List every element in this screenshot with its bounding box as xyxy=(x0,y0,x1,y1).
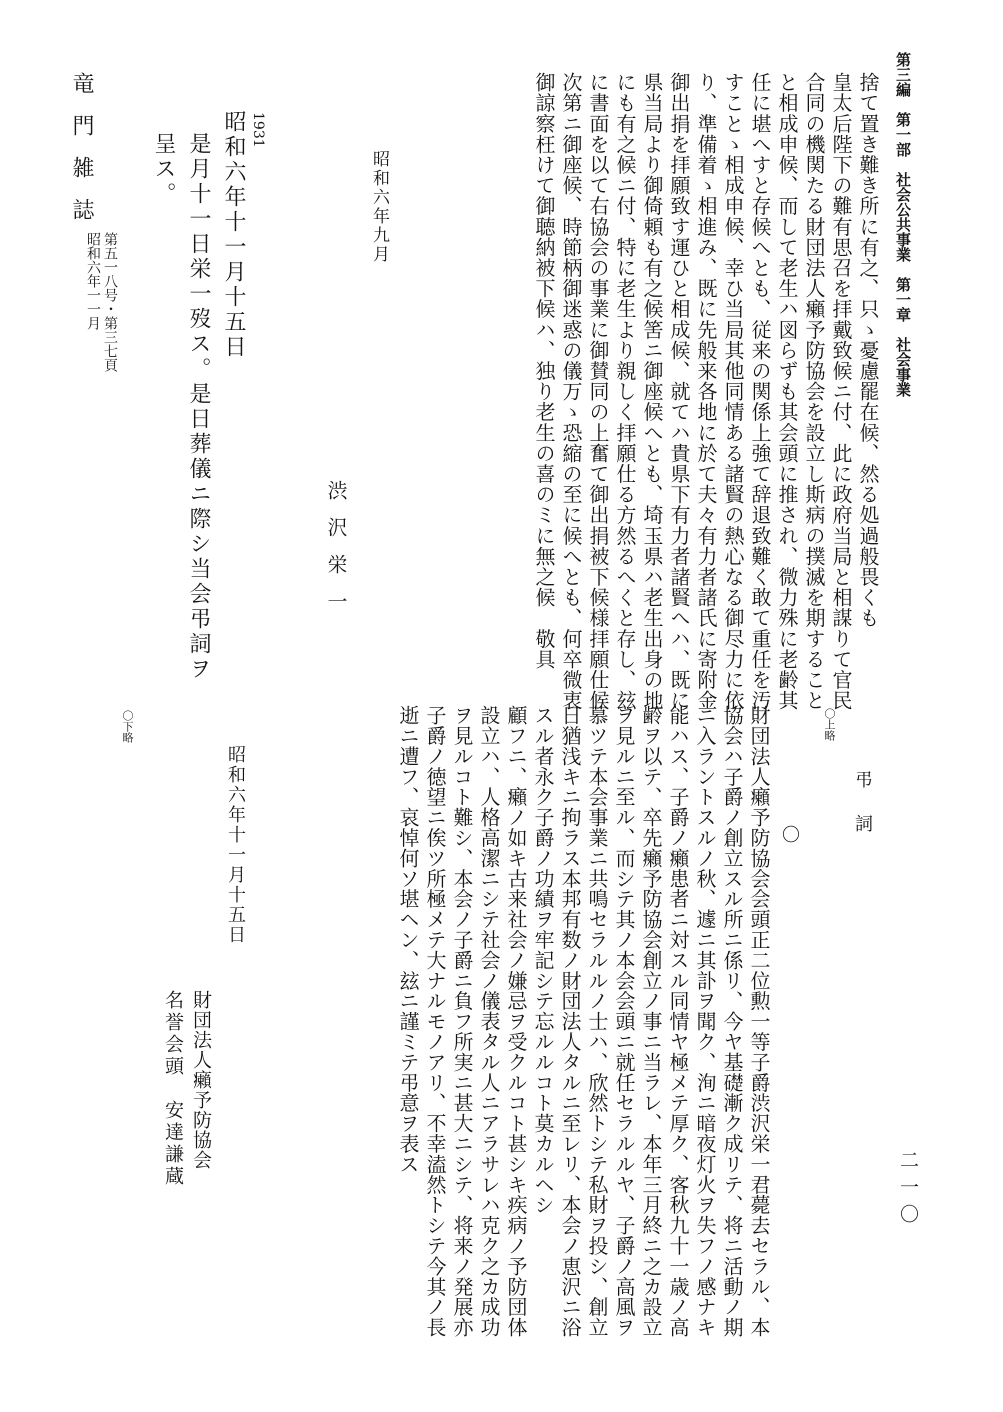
condolence-signature: 名誉会頭 安達謙蔵 xyxy=(162,990,184,1188)
letter-line: 御諒察枉けて御聴納被下候ハ、独り老生の喜のミに無之候 敬具 xyxy=(532,72,556,670)
letter-date: 昭和六年九月 xyxy=(369,150,389,264)
letter-signature: 渋沢栄一 xyxy=(324,480,348,628)
letter-line: 皇太后陛下の難有思召を拝戴致候ニ付、此に政府当局と相謀りて官民 xyxy=(829,72,853,711)
condolence-line: 子爵ノ徳望ニ俟ツ所極メテ大ナルモノアリ、不幸溘然トシテ今其ノ長 xyxy=(423,705,447,1338)
diary-line: 呈ス。 xyxy=(151,132,176,207)
letter-line: と相成申候、而して老生ハ図らずも其会頭に推され、微力殊に老齢其 xyxy=(775,72,799,711)
year-label: 1931 xyxy=(250,112,266,148)
condolence-line: ヲ見ルニ至ル、而シテ其ノ本会会頭ニ就任セラルルヤ、子爵ノ高風ヲ xyxy=(612,705,636,1338)
condolence-line: 能ハス、子爵ノ癩患者ニ対スル同情ヤ極メテ厚ク、客秋九十一歳ノ高 xyxy=(666,705,690,1338)
lower-omitted-note: 〇下略 xyxy=(121,710,134,743)
letter-line: 御出捐を拝願致す運ひと相成候、就てハ貴県下有力者諸賢へハ、既に xyxy=(667,72,691,711)
letter-line: 捨て置き難き所に有之、只ゝ憂慮罷在候、然る処過般畏くも xyxy=(856,72,880,629)
condolence-line: 財団法人癩予防協会会頭正二位勲一等子爵渋沢栄一君薨去セラル、本 xyxy=(747,705,771,1338)
condolence-title: 弔詞 xyxy=(852,770,873,858)
running-header: 第三編 第一部 社会公共事業 第一章 社会事業 xyxy=(894,52,912,397)
letter-line: に書面を以て右協会の事業に御賛同の上奮て御出捐被下候様拝願仕候 xyxy=(586,72,610,711)
condolence-line: 慕ツテ本会事業ニ共鳴セラルルノ士ハ、欣然トシテ私財ヲ投シ、創立 xyxy=(585,705,609,1338)
condolence-line: ニ入ラントスルノ秋、遽ニ其訃ヲ聞ク、洵ニ暗夜灯火ヲ失フノ感ナキ xyxy=(693,705,717,1338)
condolence-line: 協会ハ子爵ノ創立スル所ニ係リ、今ヤ基礎漸ク成リテ、将ニ活動ノ期 xyxy=(720,705,744,1338)
condolence-date: 昭和六年十一月十五日 xyxy=(225,745,246,945)
publication-date: 昭和六年一一月 xyxy=(85,232,101,330)
letter-line: 県当局より御倚頼も有之候筈ニ御座候へとも、埼玉県ハ老生出身の地 xyxy=(640,72,664,711)
condolence-line: 逝ニ遭フ、哀悼何ソ堪ヘン、玆ニ謹ミテ弔意ヲ表ス xyxy=(396,705,420,1175)
letter-line: 任に堪へすと存候へとも、従来の関係上強て辞退致難く敢て重任を汚 xyxy=(748,72,772,711)
diary-line: 昭和六年十一月十五日 xyxy=(221,110,246,360)
circle-mark: 〇 xyxy=(779,825,800,843)
condolence-line: 顧フニ、癩ノ如キ古来社会ノ嫌忌ヲ受クルコト甚シキ疾病ノ予防団体 xyxy=(504,705,528,1338)
condolence-line: スル者永ク子爵ノ功績ヲ牢記シテ忘ルルコト莫カルヘシ xyxy=(531,705,555,1215)
condolence-line: ヲ見ルコト難シ、本会ノ子爵ニ負フ所実ニ甚大ニシテ、将来ノ発展亦 xyxy=(450,705,474,1338)
letter-line: 次第ニ御座候、時節柄御迷惑の儀万ゝ恐縮の至に候へとも、何卒微衷 xyxy=(559,72,583,711)
publication-title: 竜門雑誌 xyxy=(69,72,94,240)
condolence-line: 日猶浅キニ拘ラス本邦有数ノ財団法人タルニ至レリ、本会ノ恵沢ニ浴 xyxy=(558,705,582,1338)
letter-line: り、準備着ゝ相進み、既に先般来各地に於て夫々有力者諸氏に寄附金 xyxy=(694,72,718,711)
condolence-organization: 財団法人癩予防協会 xyxy=(190,990,212,1170)
letter-line: すことゝ相成申候、幸ひ当局其他同情ある諸賢の熱心なる御尽力に依 xyxy=(721,72,745,711)
diary-line: 是月十一日栄一歿ス。是日葬儀ニ際シ当会弔詞ヲ xyxy=(186,132,211,682)
letter-line: 合同の機関たる財団法人癩予防協会を設立し斯病の撲滅を期すること xyxy=(802,72,826,711)
publication-issue: 第五一八号・第三七頁 xyxy=(102,232,118,372)
letter-line: にも有之候ニ付、特に老生より親しく拝願仕る方然るへくと存し、玆 xyxy=(613,72,637,711)
condolence-line: 設立ハ、人格高潔ニシテ社会ノ儀表タル人ニアラサレハ克ク之カ成功 xyxy=(477,705,501,1338)
condolence-line: 齢ヲ以テ、卒先癩予防協会創立ノ事ニ当ラレ、本年三月終ニ之カ設立 xyxy=(639,705,663,1338)
page-number: 二一〇 xyxy=(897,1150,919,1231)
upper-omitted-note: 〇上略 xyxy=(823,708,836,741)
